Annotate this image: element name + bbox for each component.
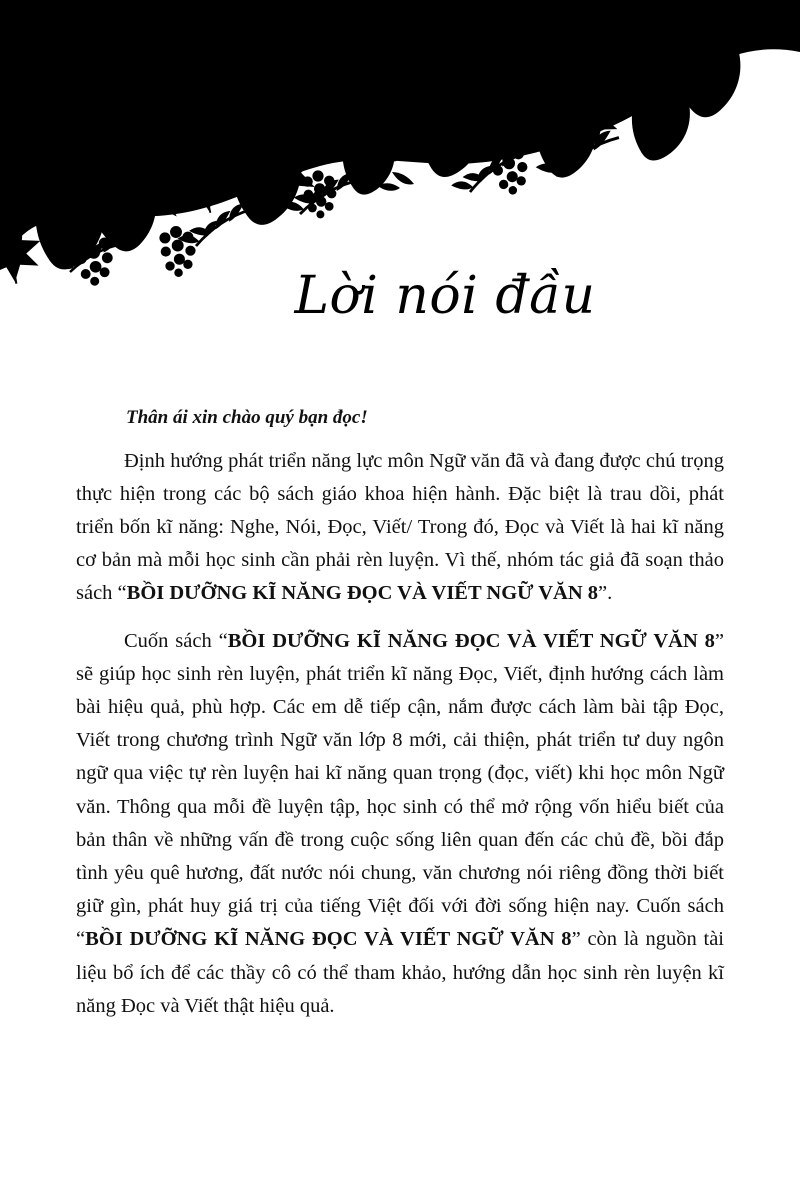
book-title-emphasis: BỒI DƯỠNG KĨ NĂNG ĐỌC VÀ VIẾT NGỮ VĂN 8 [85, 928, 572, 951]
book-title-emphasis: BỒI DƯỠNG KĨ NĂNG ĐỌC VÀ VIẾT NGỮ VĂN 8 [227, 629, 715, 652]
paragraph-1: Định hướng phát triển năng lực môn Ngữ văn đã và đang được chú trọng thực hiện trong các bộ sách giáo khoa hiện hành. Đặc biệt là trau dồi, phát triển bốn kĩ năng: Nghe, Nói, Đọc, Viết/ Trong đó, Đọc và Viết là hai kĩ năng cơ bản mà mỗi học sinh cần phải rèn luyện. Vì thế, nhóm tác giả đã soạn thảo sách “BỒI DƯỠNG KĨ NĂNG ĐỌC VÀ VIẾT NGỮ VĂN 8”. [76, 449, 724, 605]
book-title-emphasis: BỒI DƯỠNG KĨ NĂNG ĐỌC VÀ VIẾT NGỮ VĂN 8 [126, 582, 599, 605]
page-title: Lời nói đầu [294, 266, 596, 326]
preface-content [76, 404, 724, 1037]
page-title-wrapper [0, 268, 800, 325]
paragraph-2: Cuốn sách “BỒI DƯỠNG KĨ NĂNG ĐỌC VÀ VIẾT NGỮ VĂN 8” sẽ giúp học sinh rèn luyện, phát triển kĩ năng Đọc, Viết, định hướng cách làm bài hiệu quả, phù hợp. Các em dễ tiếp cận, nắm được cách làm bài tập Đọc, Viết trong chương trình Ngữ văn lớp 8 mới, cải thiện, phát triển tư duy ngôn ngữ qua việc tự rèn luyện hai kĩ năng quan trọng (đọc, viết) khi học môn Ngữ văn. Thông qua mỗi đề luyện tập, học sinh có thể mở rộng vốn hiểu biết của bản thân về những vấn đề trong cuộc sống liên quan đến các chủ đề, bồi đắp tình yêu quê hương, đất nước nói chung, văn chương nói riêng đồng thời biết giữ gìn, phát huy giá trị của tiếng Việt đối với đời sống hiện nay. Cuốn sách “BỒI DƯỠNG KĨ NĂNG ĐỌC VÀ VIẾT NGỮ VĂN 8” còn là nguồn tài liệu bổ ích để các thầy cô có thể tham khảo, hướng dẫn học sinh rèn luyện kĩ năng Đọc và Viết thật hiệu quả. [76, 629, 724, 1017]
salutation-line: Thân ái xin chào quý bạn đọc! [126, 407, 368, 428]
